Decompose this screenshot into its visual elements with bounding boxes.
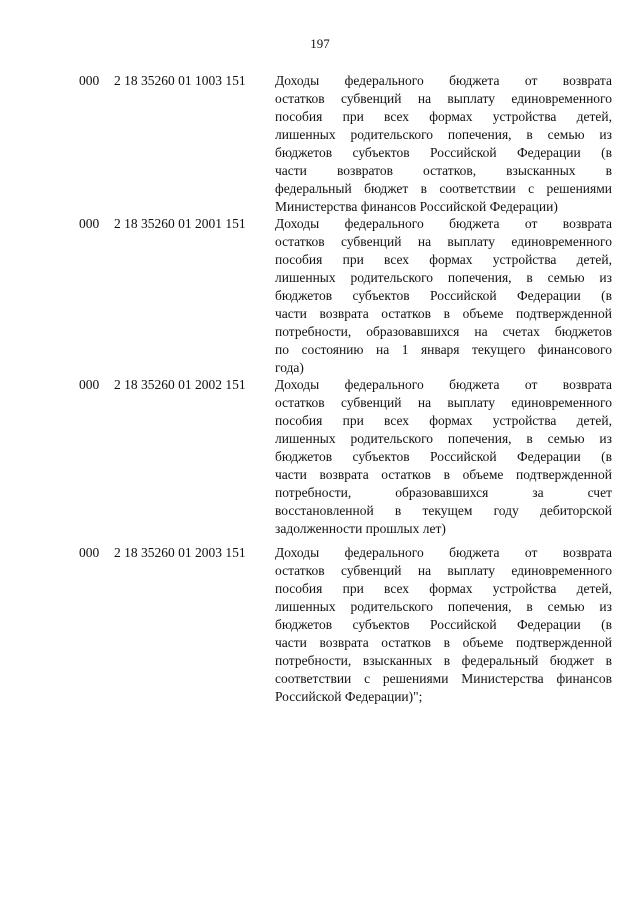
budget-classification-code: 2 18 35260 01 2003 151 xyxy=(114,545,246,560)
description-line: пособия при всех формах устройства детей, xyxy=(275,252,612,267)
description-line: потребности, образовавшихся за счет xyxy=(275,485,612,500)
income-description xyxy=(275,215,612,377)
description-line: федеральный бюджет в соответствии с решениями xyxy=(275,181,612,196)
description-line: бюджетов субъектов Российской Федерации (в xyxy=(275,449,612,464)
budget-classification-code: 2 18 35260 01 1003 151 xyxy=(114,73,246,88)
description-line: пособия при всех формах устройства детей, xyxy=(275,413,612,428)
description-line: Доходы федерального бюджета от возврата xyxy=(275,377,612,392)
description-line: Российской Федерации)"; xyxy=(275,689,423,704)
description-line: остатков субвенций на выплату единовременного xyxy=(275,395,612,410)
description-line: части возврата остатков в объеме подтвержденной xyxy=(275,306,612,321)
description-line: части возврата остатков в объеме подтвержденной xyxy=(275,467,612,482)
description-line: Доходы федерального бюджета от возврата xyxy=(275,545,612,560)
description-line: лишенных родительского попечения, в семью из xyxy=(275,127,612,142)
description-line: части возвратов остатков, взысканных в xyxy=(275,163,612,178)
description-line: бюджетов субъектов Российской Федерации (в xyxy=(275,145,612,160)
description-line: части возврата остатков в объеме подтвержденной xyxy=(275,635,612,650)
description-line: по состоянию на 1 января текущего финансового xyxy=(275,342,612,357)
income-description xyxy=(275,544,612,706)
page-number: 197 xyxy=(310,36,330,51)
description-line: лишенных родительского попечения, в семью из xyxy=(275,270,612,285)
description-line: бюджетов субъектов Российской Федерации (в xyxy=(275,288,612,303)
income-description xyxy=(275,376,612,538)
description-line: остатков субвенций на выплату единовременного xyxy=(275,91,612,106)
budget-classification-code: 2 18 35260 01 2001 151 xyxy=(114,216,246,231)
description-line: Доходы федерального бюджета от возврата xyxy=(275,216,612,231)
description-line: потребности, образовавшихся на счетах бюджетов xyxy=(275,324,612,339)
description-line: потребности, взысканных в федеральный бюджет в xyxy=(275,653,612,668)
description-line: лишенных родительского попечения, в семью из xyxy=(275,599,612,614)
description-line: Доходы федерального бюджета от возврата xyxy=(275,73,612,88)
description-line: задолженности прошлых лет) xyxy=(275,521,446,536)
description-line: лишенных родительского попечения, в семью из xyxy=(275,431,612,446)
description-line: Министерства финансов Российской Федерации) xyxy=(275,199,558,214)
description-line: остатков субвенций на выплату единовременного xyxy=(275,234,612,249)
description-line: остатков субвенций на выплату единовременного xyxy=(275,563,612,578)
income-description xyxy=(275,72,612,216)
admin-code: 000 xyxy=(79,545,100,560)
budget-classification-code: 2 18 35260 01 2002 151 xyxy=(114,377,246,392)
description-line: соответствии с решениями Министерства финансов xyxy=(275,671,612,686)
description-line: бюджетов субъектов Российской Федерации (в xyxy=(275,617,612,632)
description-line: года) xyxy=(275,360,304,375)
admin-code: 000 xyxy=(79,377,100,392)
admin-code: 000 xyxy=(79,216,100,231)
description-line: пособия при всех формах устройства детей, xyxy=(275,109,612,124)
description-line: восстановленной в текущем году дебиторской xyxy=(275,503,612,518)
description-line: пособия при всех формах устройства детей, xyxy=(275,581,612,596)
admin-code: 000 xyxy=(79,73,100,88)
